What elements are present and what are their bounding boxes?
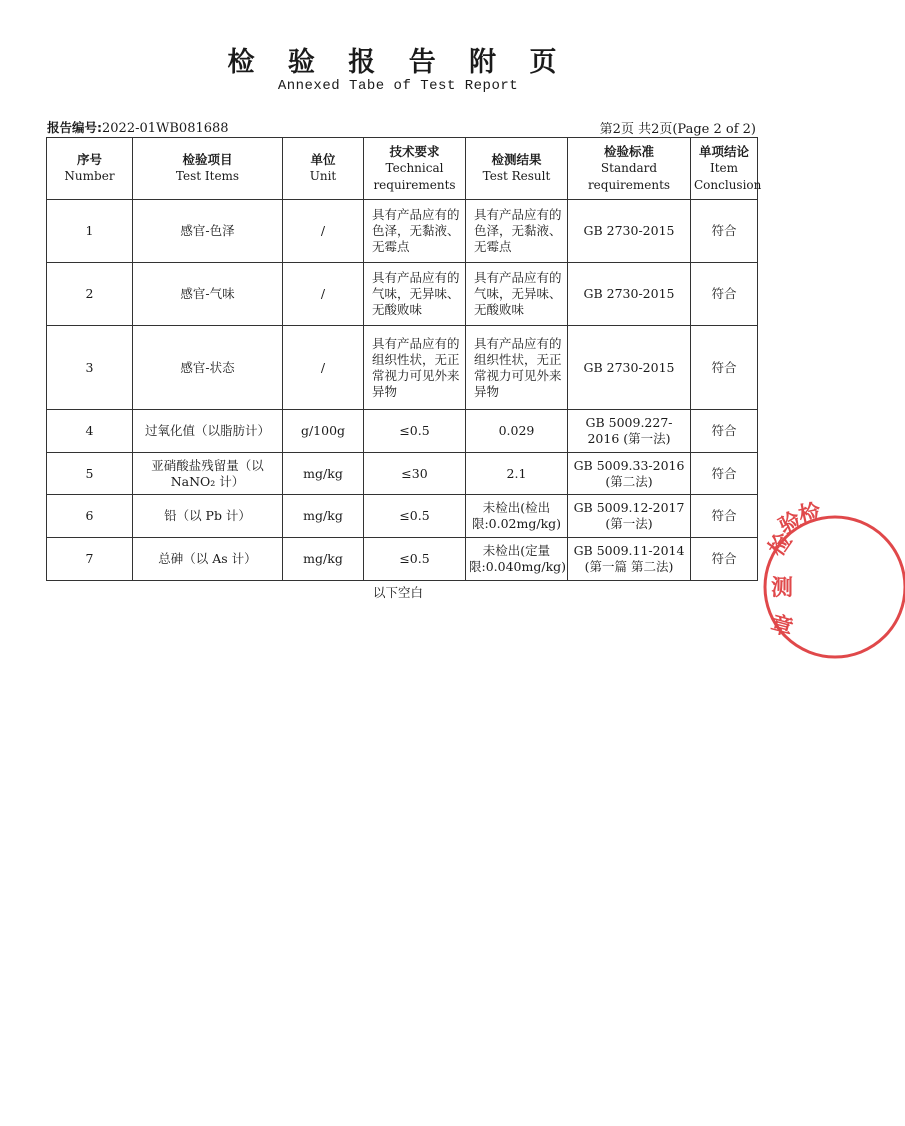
table-row [47, 263, 758, 326]
row-test-item: 总砷（以 As 计） [133, 538, 283, 581]
row-standard: GB 2730-2015 [568, 200, 691, 263]
page-info: 第2页 共2页(Page 2 of 2) [599, 122, 756, 137]
table-row [47, 538, 758, 581]
row-unit: / [283, 263, 364, 326]
row-requirement: 具有产品应有的色泽，无黏液、无霉点 [364, 200, 466, 263]
row-unit: / [283, 200, 364, 263]
row-conclusion: 符合 [691, 538, 758, 581]
table-row [47, 326, 758, 410]
table-row [47, 453, 758, 495]
row-number: 2 [47, 263, 133, 326]
row-test-item: 感官-状态 [133, 326, 283, 410]
row-conclusion: 符合 [691, 453, 758, 495]
row-test-item: 亚硝酸盐残留量（以 NaNO₂ 计） [133, 453, 283, 495]
row-requirement: 具有产品应有的气味，无异味、无酸败味 [364, 263, 466, 326]
table-row [47, 495, 758, 538]
report-title: 检 验 报 告 附 页 [227, 47, 569, 78]
row-conclusion: 符合 [691, 263, 758, 326]
svg-text:检: 检 [796, 499, 824, 529]
row-requirement: ≤0.5 [364, 410, 466, 453]
row-number: 5 [47, 453, 133, 495]
report-number-value: 2022-01WB081688 [102, 121, 229, 136]
row-result: 未检出(检出限:0.02mg/kg) [466, 495, 568, 538]
row-conclusion: 符合 [691, 495, 758, 538]
row-requirement: ≤0.5 [364, 495, 466, 538]
svg-text:检: 检 [764, 528, 798, 562]
row-conclusion: 符合 [691, 326, 758, 410]
results-table [46, 137, 762, 581]
header-standard: 检验标准 Standard requirements [568, 138, 691, 200]
header-technical-requirements: 技术要求 Technical requirements [364, 138, 466, 200]
row-standard: GB 5009.11-2014 (第一篇 第二法) [568, 538, 691, 581]
header-test-result: 检测结果 Test Result [466, 138, 568, 200]
report-number-label: 报告编号: [47, 120, 102, 135]
row-conclusion: 符合 [691, 410, 758, 453]
row-standard: GB 5009.33-2016 (第二法) [568, 453, 691, 495]
svg-text:验: 验 [774, 507, 807, 541]
row-result: 具有产品应有的气味，无异味、无酸败味 [466, 263, 568, 326]
row-standard: GB 5009.227-2016 (第一法) [568, 410, 691, 453]
header-test-items: 检验项目 Test Items [133, 138, 283, 200]
row-requirement: ≤0.5 [364, 538, 466, 581]
table-row [47, 410, 758, 453]
header-unit: 单位 Unit [283, 138, 364, 200]
header-conclusion: 单项结论 Item Conclusion [691, 138, 758, 200]
row-result: 具有产品应有的组织性状，无正常视力可见外来异物 [466, 326, 568, 410]
row-standard: GB 2730-2015 [568, 263, 691, 326]
row-conclusion: 符合 [691, 200, 758, 263]
row-result: 0.029 [466, 410, 568, 453]
report-number [47, 118, 229, 136]
row-standard: GB 2730-2015 [568, 326, 691, 410]
row-number: 3 [47, 326, 133, 410]
row-requirement: 具有产品应有的组织性状，无正常视力可见外来异物 [364, 326, 466, 410]
row-requirement: ≤30 [364, 453, 466, 495]
table-header-row [47, 138, 758, 200]
seal-stamp [755, 499, 905, 675]
svg-text:测: 测 [771, 576, 794, 601]
row-number: 7 [47, 538, 133, 581]
row-result: 具有产品应有的色泽，无黏液、无霉点 [466, 200, 568, 263]
row-unit: / [283, 326, 364, 410]
row-number: 6 [47, 495, 133, 538]
blank-below-note: 以下空白 [372, 585, 423, 600]
row-test-item: 感官-色泽 [133, 200, 283, 263]
row-test-item: 过氧化值（以脂肪计） [133, 410, 283, 453]
row-unit: mg/kg [283, 453, 364, 495]
row-number: 4 [47, 410, 133, 453]
row-result: 2.1 [466, 453, 568, 495]
row-number: 1 [47, 200, 133, 263]
report-subtitle: Annexed Tabe of Test Report [277, 78, 519, 94]
table-row [47, 200, 758, 263]
row-result: 未检出(定量限:0.040mg/kg) [466, 538, 568, 581]
row-unit: g/100g [283, 410, 364, 453]
row-unit: mg/kg [283, 495, 364, 538]
svg-text:章: 章 [767, 611, 796, 642]
row-standard: GB 5009.12-2017 (第一法) [568, 495, 691, 538]
row-test-item: 感官-气味 [133, 263, 283, 326]
header-number: 序号 Number [47, 138, 133, 200]
row-unit: mg/kg [283, 538, 364, 581]
row-test-item: 铅（以 Pb 计） [133, 495, 283, 538]
